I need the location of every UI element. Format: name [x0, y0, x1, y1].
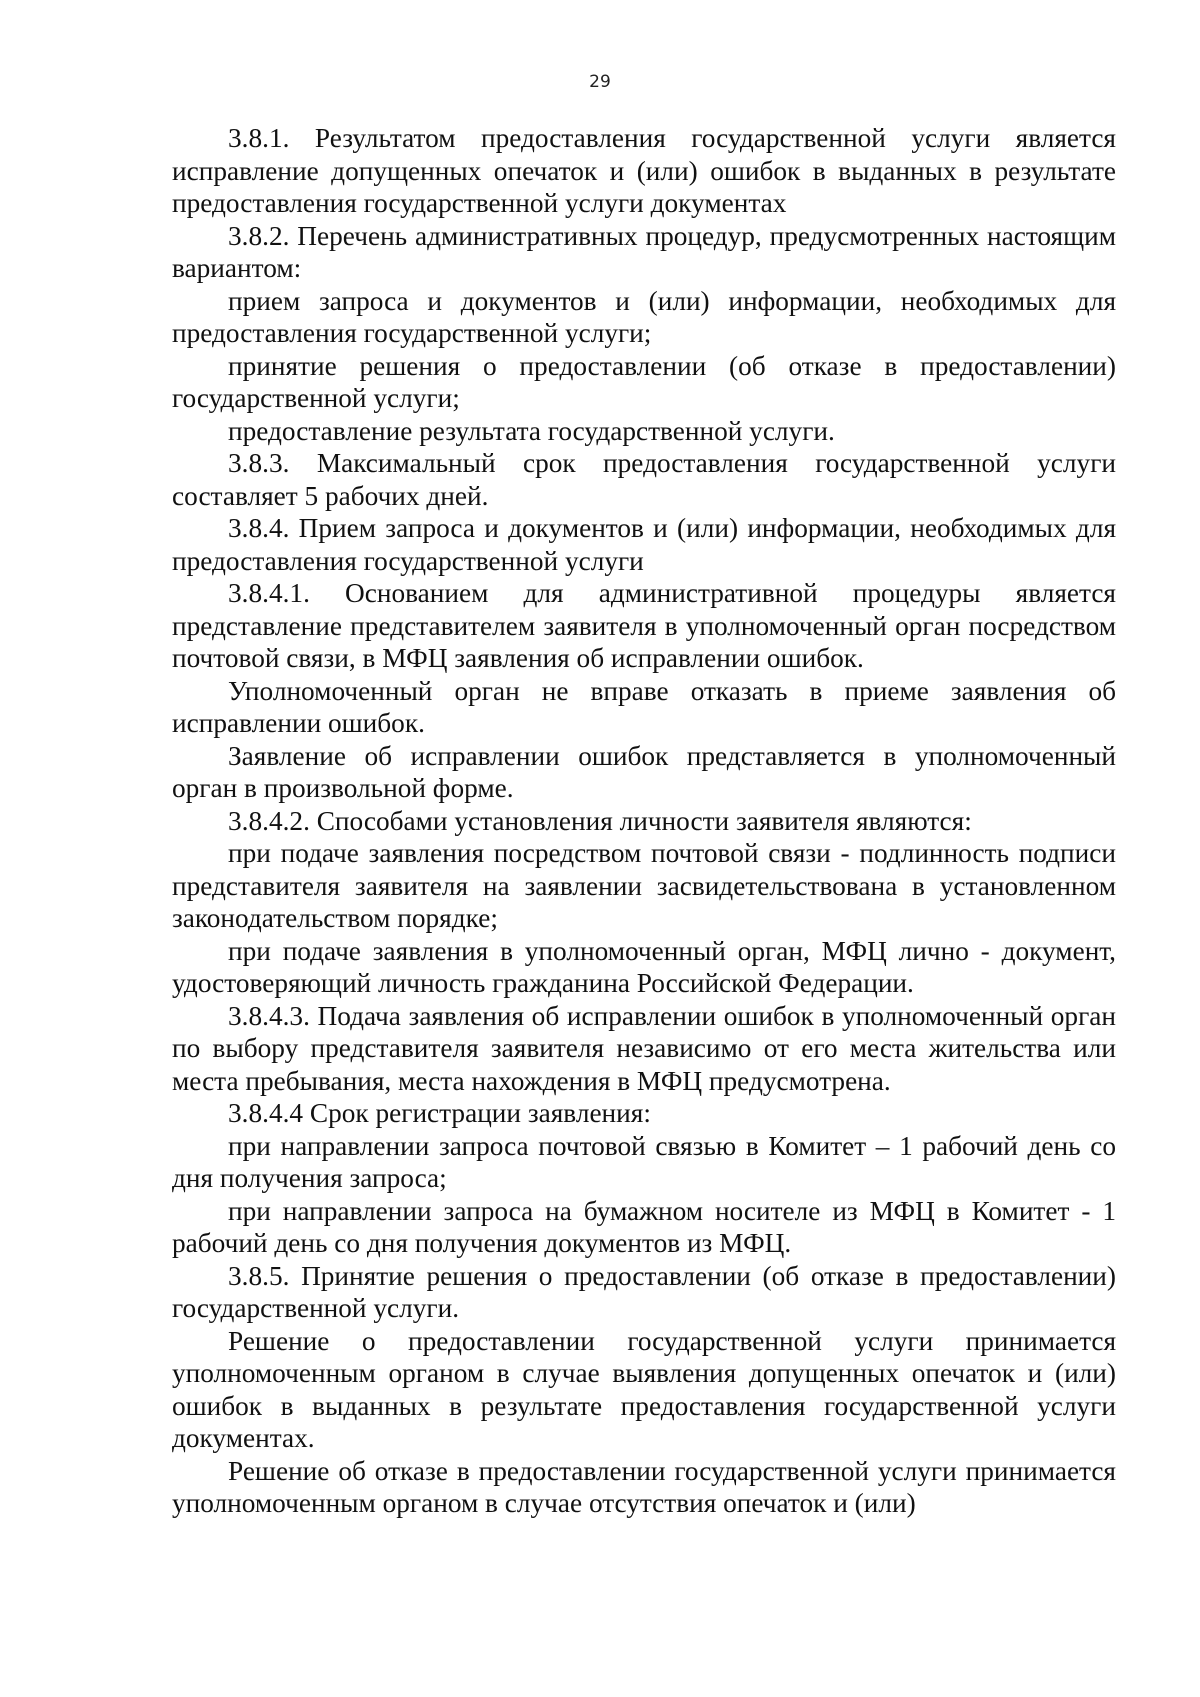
paragraph-list-item: при направлении запроса почтовой связью в Комитет – 1 рабочий день со дня получения запроса; [172, 1130, 1116, 1193]
paragraph-list-item: прием запроса и документов и (или) информации, необходимых для предоставления государственной услуги; [172, 285, 1116, 348]
paragraph: Решение об отказе в предоставлении государственной услуги принимается уполномоченным органом в случае отсутствия опечаток и (или) [172, 1455, 1116, 1518]
paragraph-list-item: при направлении запроса на бумажном носителе из МФЦ в Комитет - 1 рабочий день со дня получения документов из МФЦ. [172, 1195, 1116, 1258]
document-body [172, 122, 1116, 1520]
paragraph-list-item: предоставление результата государственной услуги. [228, 415, 835, 446]
paragraph-list-item: принятие решения о предоставлении (об отказе в предоставлении) государственной услуги; [172, 350, 1116, 413]
paragraph-3-8-3: 3.8.3. Максимальный срок предоставления государственной услуги составляет 5 рабочих дней. [172, 448, 1116, 511]
paragraph-3-8-4-4: 3.8.4.4 Срок регистрации заявления: [228, 1098, 651, 1128]
paragraph: Заявление об исправлении ошибок представляется в уполномоченный орган в произвольной форме. [172, 740, 1116, 803]
page-number: 29 [589, 72, 611, 92]
paragraph-3-8-4: 3.8.4. Прием запроса и документов и (или) информации, необходимых для предоставления государственной услуги [172, 513, 1116, 576]
paragraph-3-8-1: 3.8.1. Результатом предоставления государственной услуги является исправление допущенных опечаток и (или) ошибок в выданных в результате предоставления государственной услуги документах [172, 123, 1116, 218]
paragraph-3-8-4-1: 3.8.4.1. Основанием для административной процедуры является представление представителем заявителя в уполномоченный орган посредством почтовой связи, в МФЦ заявления об исправлении ошибок. [172, 578, 1116, 673]
paragraph-list-item: при подаче заявления посредством почтовой связи - подлинность подписи представителя заявителя на заявлении засвидетельствована в установленном законодательством порядке; [172, 838, 1116, 933]
paragraph-list-item: при подаче заявления в уполномоченный орган, МФЦ лично - документ, удостоверяющий личность гражданина Российской Федерации. [172, 935, 1116, 998]
paragraph: Уполномоченный орган не вправе отказать в приеме заявления об исправлении ошибок. [172, 675, 1116, 738]
paragraph-3-8-5: 3.8.5. Принятие решения о предоставлении (об отказе в предоставлении) государственной услуги. [172, 1260, 1116, 1323]
paragraph-3-8-4-3: 3.8.4.3. Подача заявления об исправлении ошибок в уполномоченный орган по выбору представителя заявителя независимо от его места жительства или места пребывания, места нахождения в МФЦ предусмотрена. [172, 1000, 1116, 1096]
paragraph-3-8-2: 3.8.2. Перечень административных процедур, предусмотренных настоящим вариантом: [172, 220, 1116, 283]
paragraph: Решение о предоставлении государственной услуги принимается уполномоченным органом в случае выявления допущенных опечаток и (или) ошибок в выданных в результате предоставления государственной услуги документах. [172, 1325, 1116, 1453]
paragraph-3-8-4-2: 3.8.4.2. Способами установления личности заявителя являются: [228, 805, 972, 836]
